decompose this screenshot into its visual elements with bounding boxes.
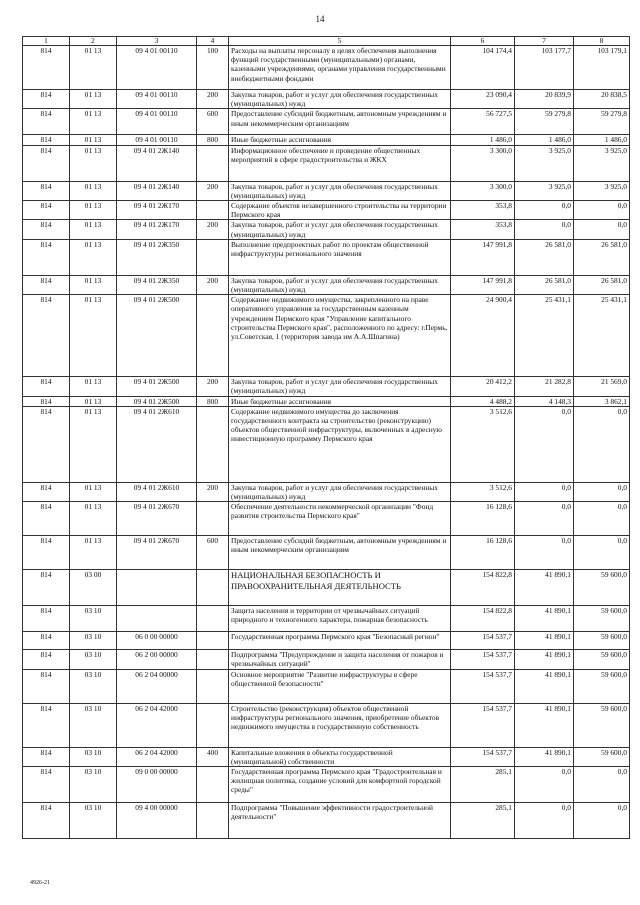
amount-year-3-cell: 59 600,0 (574, 669, 630, 703)
amount-year-3-cell: 0,0 (574, 803, 630, 839)
expense-type-cell (197, 632, 229, 650)
expense-type-cell: 800 (197, 135, 229, 145)
target-article-cell: 09 4 01 2Ж350 (117, 239, 197, 275)
table-row (23, 406, 630, 482)
ministry-code-cell: 814 (23, 377, 70, 396)
table-row (23, 46, 630, 90)
description-cell: Информационное обеспечение и проведение общественных мероприятий в сфере градостроительства и ЖКХ (229, 145, 451, 181)
expense-type-cell (197, 239, 229, 275)
section-code-cell: 03 10 (70, 803, 117, 839)
amount-year-2-cell: 26 581,0 (515, 239, 574, 275)
section-code-cell: 03 10 (70, 669, 117, 703)
expense-type-cell (197, 201, 229, 220)
ministry-code-cell: 814 (23, 396, 70, 406)
section-code-cell: 01 13 (70, 502, 117, 536)
target-article-cell: 09 4 01 00110 (117, 90, 197, 109)
description-cell: Расходы на выплаты персоналу в целях обеспечения выполнения функций государственными (муниципальными) органами, казенными учреждениями, органами управления государственными внебюджетными фондами (229, 46, 451, 90)
target-article-cell (117, 606, 197, 632)
expense-type-cell: 200 (197, 181, 229, 200)
description-cell: Содержание объектов незавершенного строительства на территории Пермского края (229, 201, 451, 220)
expense-type-cell: 600 (197, 109, 229, 135)
table-row (23, 396, 630, 406)
target-article-cell: 09 4 01 2Ж350 (117, 275, 197, 294)
expense-type-cell (197, 406, 229, 482)
description-cell: Иные бюджетные ассигнования (229, 396, 451, 406)
ministry-code-cell: 814 (23, 295, 70, 377)
description-cell: Закупка товаров, работ и услуг для обеспечения государственных (муниципальных) нужд (229, 181, 451, 200)
amount-year-2-cell: 41 890,1 (515, 650, 574, 669)
section-code-cell: 01 13 (70, 275, 117, 294)
target-article-cell: 06 2 00 00000 (117, 650, 197, 669)
amount-year-2-cell: 1 486,0 (515, 135, 574, 145)
amount-year-2-cell: 0,0 (515, 536, 574, 570)
amount-year-3-cell: 3 925,0 (574, 145, 630, 181)
amount-year-3-cell: 21 569,0 (574, 377, 630, 396)
description-cell: Выполнение предпроектных работ по проектам общественной инфраструктуры регионального значения (229, 239, 451, 275)
section-code-cell: 01 13 (70, 239, 117, 275)
amount-year-1-cell: 353,8 (451, 220, 515, 239)
section-code-cell: 01 13 (70, 109, 117, 135)
ministry-code-cell: 814 (23, 650, 70, 669)
amount-year-1-cell: 4 488,2 (451, 396, 515, 406)
amount-year-2-cell: 41 890,1 (515, 703, 574, 747)
amount-year-1-cell: 285,1 (451, 767, 515, 803)
amount-year-3-cell: 0,0 (574, 767, 630, 803)
ministry-code-cell: 814 (23, 220, 70, 239)
expense-type-cell (197, 767, 229, 803)
target-article-cell: 09 4 01 2Ж500 (117, 396, 197, 406)
amount-year-2-cell: 0,0 (515, 767, 574, 803)
description-cell: Подпрограмма "Предупреждение и защита населения от пожаров и чрезвычайных ситуаций" (229, 650, 451, 669)
ministry-code-cell: 814 (23, 275, 70, 294)
table-row (23, 536, 630, 570)
amount-year-2-cell: 3 925,0 (515, 181, 574, 200)
ministry-code-cell: 814 (23, 570, 70, 606)
amount-year-2-cell: 25 431,1 (515, 295, 574, 377)
table-row (23, 703, 630, 747)
amount-year-2-cell: 41 890,1 (515, 606, 574, 632)
ministry-code-cell: 814 (23, 406, 70, 482)
table-row (23, 201, 630, 220)
description-cell: НАЦИОНАЛЬНАЯ БЕЗОПАСНОСТЬ И ПРАВООХРАНИТЕЛЬНАЯ ДЕЯТЕЛЬНОСТЬ (229, 570, 451, 606)
description-cell: Содержание недвижимого имущества, закрепленного на праве оперативного управления за государственным казенным учреждением Пермского края "Управление капитального строительства Пермского края", расположенного по адресу: г.Пермь, ул.Советская, 1 (территория завода им А.А.Шпагина) (229, 295, 451, 377)
budget-table (22, 36, 630, 839)
target-article-cell: 09 4 01 2Ж610 (117, 406, 197, 482)
amount-year-3-cell: 0,0 (574, 406, 630, 482)
description-cell: Предоставление субсидий бюджетным, автономным учреждениям и иным некоммерческим организациям (229, 536, 451, 570)
amount-year-1-cell: 3 300,0 (451, 181, 515, 200)
expense-type-cell (197, 650, 229, 669)
description-cell: Защита населения и территории от чрезвычайных ситуаций природного и техногенного характера, пожарная безопасность (229, 606, 451, 632)
target-article-cell: 09 4 01 2Ж610 (117, 482, 197, 501)
table-row (23, 90, 630, 109)
target-article-cell: 09 4 01 2Ж170 (117, 220, 197, 239)
expense-type-cell: 100 (197, 46, 229, 90)
amount-year-2-cell: 0,0 (515, 406, 574, 482)
expense-type-cell (197, 669, 229, 703)
ministry-code-cell: 814 (23, 90, 70, 109)
section-code-cell: 03 10 (70, 767, 117, 803)
target-article-cell: 09 0 00 00000 (117, 767, 197, 803)
table-row (23, 502, 630, 536)
description-cell: Подпрограмма "Повышение эффективности градостроительной деятельности" (229, 803, 451, 839)
amount-year-3-cell: 3 862,1 (574, 396, 630, 406)
section-code-cell: 01 13 (70, 135, 117, 145)
target-article-cell: 06 2 04 42000 (117, 703, 197, 747)
description-cell: Строительство (реконструкция) объектов общественной инфраструктуры регионального значения, приобретение объектов недвижимого имущества в государственную собственность (229, 703, 451, 747)
target-article-cell: 09 4 01 2Ж140 (117, 181, 197, 200)
section-code-cell: 01 13 (70, 46, 117, 90)
amount-year-3-cell: 20 838,5 (574, 90, 630, 109)
table-row (23, 135, 630, 145)
amount-year-2-cell: 41 890,1 (515, 570, 574, 606)
expense-type-cell: 200 (197, 90, 229, 109)
target-article-cell: 09 4 01 2Ж500 (117, 295, 197, 377)
table-row (23, 650, 630, 669)
header-cell: 3 (117, 37, 197, 46)
expense-type-cell: 800 (197, 396, 229, 406)
amount-year-1-cell: 3 512,6 (451, 482, 515, 501)
table-row (23, 570, 630, 606)
ministry-code-cell: 814 (23, 109, 70, 135)
amount-year-1-cell: 104 174,4 (451, 46, 515, 90)
expense-type-cell (197, 145, 229, 181)
description-cell: Содержание недвижимого имущества до заключения государственного контракта на строительство (реконструкцию) объектов общественной инфраструктуры, включенных в адресную инвестиционную программу Пермского края (229, 406, 451, 482)
ministry-code-cell: 814 (23, 767, 70, 803)
section-code-cell: 01 13 (70, 181, 117, 200)
amount-year-2-cell: 4 148,3 (515, 396, 574, 406)
target-article-cell: 09 4 00 00000 (117, 803, 197, 839)
expense-type-cell (197, 502, 229, 536)
ministry-code-cell: 814 (23, 747, 70, 766)
amount-year-1-cell: 56 727,5 (451, 109, 515, 135)
table-row (23, 606, 630, 632)
ministry-code-cell: 814 (23, 502, 70, 536)
amount-year-1-cell: 1 486,0 (451, 135, 515, 145)
footer-code: 4926-21 (30, 880, 50, 886)
table-row (23, 181, 630, 200)
table-row (23, 220, 630, 239)
section-code-cell: 01 13 (70, 406, 117, 482)
section-code-cell: 01 13 (70, 220, 117, 239)
amount-year-1-cell: 154 537,7 (451, 650, 515, 669)
section-code-cell: 03 00 (70, 570, 117, 606)
section-code-cell: 03 10 (70, 650, 117, 669)
expense-type-cell: 200 (197, 220, 229, 239)
amount-year-1-cell: 154 822,8 (451, 570, 515, 606)
ministry-code-cell: 814 (23, 703, 70, 747)
amount-year-3-cell: 26 581,0 (574, 275, 630, 294)
section-code-cell: 03 10 (70, 747, 117, 766)
header-cell: 4 (197, 37, 229, 46)
ministry-code-cell: 814 (23, 239, 70, 275)
header-row (23, 37, 630, 46)
amount-year-2-cell: 41 890,1 (515, 632, 574, 650)
amount-year-2-cell: 26 581,0 (515, 275, 574, 294)
section-code-cell: 01 13 (70, 396, 117, 406)
ministry-code-cell: 814 (23, 632, 70, 650)
amount-year-2-cell: 20 839,9 (515, 90, 574, 109)
amount-year-1-cell: 154 537,7 (451, 632, 515, 650)
ministry-code-cell: 814 (23, 803, 70, 839)
amount-year-1-cell: 20 412,2 (451, 377, 515, 396)
target-article-cell: 09 4 01 2Ж140 (117, 145, 197, 181)
amount-year-1-cell: 154 537,7 (451, 747, 515, 766)
header-cell: 8 (574, 37, 630, 46)
section-code-cell: 03 10 (70, 632, 117, 650)
ministry-code-cell: 814 (23, 181, 70, 200)
amount-year-3-cell: 59 600,0 (574, 570, 630, 606)
expense-type-cell (197, 570, 229, 606)
section-code-cell: 03 10 (70, 703, 117, 747)
amount-year-3-cell: 0,0 (574, 201, 630, 220)
expense-type-cell (197, 295, 229, 377)
expense-type-cell (197, 803, 229, 839)
table-row (23, 747, 630, 766)
table-row (23, 295, 630, 377)
description-cell: Закупка товаров, работ и услуг для обеспечения государственных (муниципальных) нужд (229, 275, 451, 294)
target-article-cell: 09 4 01 00110 (117, 109, 197, 135)
target-article-cell: 06 2 04 42000 (117, 747, 197, 766)
amount-year-3-cell: 59 600,0 (574, 632, 630, 650)
ministry-code-cell: 814 (23, 669, 70, 703)
expense-type-cell: 200 (197, 482, 229, 501)
ministry-code-cell: 814 (23, 536, 70, 570)
section-code-cell: 01 13 (70, 90, 117, 109)
amount-year-1-cell: 16 128,6 (451, 502, 515, 536)
amount-year-1-cell: 154 537,7 (451, 703, 515, 747)
amount-year-3-cell: 26 581,0 (574, 239, 630, 275)
ministry-code-cell: 814 (23, 201, 70, 220)
amount-year-1-cell: 154 822,8 (451, 606, 515, 632)
target-article-cell: 09 4 01 2Ж500 (117, 377, 197, 396)
amount-year-1-cell: 353,8 (451, 201, 515, 220)
table-row (23, 145, 630, 181)
target-article-cell: 09 4 01 2Ж670 (117, 502, 197, 536)
amount-year-2-cell: 103 177,7 (515, 46, 574, 90)
amount-year-1-cell: 154 537,7 (451, 669, 515, 703)
amount-year-1-cell: 3 512,6 (451, 406, 515, 482)
amount-year-1-cell: 24 900,4 (451, 295, 515, 377)
header-cell: 5 (229, 37, 451, 46)
amount-year-1-cell: 3 300,0 (451, 145, 515, 181)
amount-year-3-cell: 25 431,1 (574, 295, 630, 377)
amount-year-3-cell: 59 600,0 (574, 703, 630, 747)
ministry-code-cell: 814 (23, 145, 70, 181)
ministry-code-cell: 814 (23, 135, 70, 145)
target-article-cell: 09 4 01 2Ж170 (117, 201, 197, 220)
description-cell: Закупка товаров, работ и услуг для обеспечения государственных (муниципальных) нужд (229, 377, 451, 396)
amount-year-3-cell: 0,0 (574, 536, 630, 570)
header-cell: 6 (451, 37, 515, 46)
header-cell: 2 (70, 37, 117, 46)
description-cell: Закупка товаров, работ и услуг для обеспечения государственных (муниципальных) нужд (229, 220, 451, 239)
section-code-cell: 01 13 (70, 201, 117, 220)
target-article-cell: 06 2 04 00000 (117, 669, 197, 703)
amount-year-2-cell: 0,0 (515, 803, 574, 839)
expense-type-cell: 600 (197, 536, 229, 570)
section-code-cell: 03 10 (70, 606, 117, 632)
description-cell: Закупка товаров, работ и услуг для обеспечения государственных (муниципальных) нужд (229, 482, 451, 501)
section-code-cell: 01 13 (70, 145, 117, 181)
amount-year-2-cell: 0,0 (515, 220, 574, 239)
amount-year-3-cell: 59 600,0 (574, 650, 630, 669)
amount-year-3-cell: 1 486,0 (574, 135, 630, 145)
table-row (23, 803, 630, 839)
table-row (23, 482, 630, 501)
description-cell: Иные бюджетные ассигнования (229, 135, 451, 145)
amount-year-3-cell: 0,0 (574, 502, 630, 536)
amount-year-2-cell: 0,0 (515, 482, 574, 501)
description-cell: Капитальные вложения в объекты государственной (муниципальной) собственности (229, 747, 451, 766)
amount-year-2-cell: 0,0 (515, 201, 574, 220)
table-row (23, 767, 630, 803)
amount-year-2-cell: 3 925,0 (515, 145, 574, 181)
description-cell: Предоставление субсидий бюджетным, автономным учреждениям и иным некоммерческим организациям (229, 109, 451, 135)
header-cell: 7 (515, 37, 574, 46)
expense-type-cell: 200 (197, 275, 229, 294)
target-article-cell: 09 4 01 00110 (117, 46, 197, 90)
amount-year-1-cell: 285,1 (451, 803, 515, 839)
expense-type-cell: 200 (197, 377, 229, 396)
description-cell: Государственная программа Пермского края "Безопасный регион" (229, 632, 451, 650)
description-cell: Основное мероприятие "Развитие инфраструктуры в сфере общественной безопасности" (229, 669, 451, 703)
amount-year-1-cell: 16 128,6 (451, 536, 515, 570)
amount-year-3-cell: 103 179,1 (574, 46, 630, 90)
table-row (23, 239, 630, 275)
description-cell: Обеспечение деятельности некоммерческой организации "Фонд развития строительства Пермского края" (229, 502, 451, 536)
ministry-code-cell: 814 (23, 482, 70, 501)
target-article-cell: 09 4 01 00110 (117, 135, 197, 145)
ministry-code-cell: 814 (23, 46, 70, 90)
table-row (23, 377, 630, 396)
amount-year-1-cell: 147 991,8 (451, 239, 515, 275)
table-row (23, 275, 630, 294)
amount-year-2-cell: 41 890,1 (515, 747, 574, 766)
table-row (23, 669, 630, 703)
expense-type-cell: 400 (197, 747, 229, 766)
target-article-cell (117, 570, 197, 606)
ministry-code-cell: 814 (23, 606, 70, 632)
amount-year-2-cell: 59 279,8 (515, 109, 574, 135)
header-cell: 1 (23, 37, 70, 46)
expense-type-cell (197, 606, 229, 632)
amount-year-2-cell: 21 282,8 (515, 377, 574, 396)
page-number: 14 (315, 14, 325, 24)
amount-year-3-cell: 59 600,0 (574, 747, 630, 766)
description-cell: Государственная программа Пермского края "Градостроительная и жилищная политика, создание условий для комфортной городской среды" (229, 767, 451, 803)
target-article-cell: 09 4 01 2Ж670 (117, 536, 197, 570)
table-row (23, 109, 630, 135)
section-code-cell: 01 13 (70, 482, 117, 501)
amount-year-1-cell: 23 090,4 (451, 90, 515, 109)
section-code-cell: 01 13 (70, 295, 117, 377)
amount-year-3-cell: 3 925,0 (574, 181, 630, 200)
table-row (23, 632, 630, 650)
description-cell: Закупка товаров, работ и услуг для обеспечения государственных (муниципальных) нужд (229, 90, 451, 109)
amount-year-2-cell: 41 890,1 (515, 669, 574, 703)
amount-year-3-cell: 59 279,8 (574, 109, 630, 135)
section-code-cell: 01 13 (70, 536, 117, 570)
section-code-cell: 01 13 (70, 377, 117, 396)
table-body (23, 46, 630, 839)
expense-type-cell (197, 703, 229, 747)
amount-year-2-cell: 0,0 (515, 502, 574, 536)
target-article-cell: 06 0 00 00000 (117, 632, 197, 650)
amount-year-1-cell: 147 991,8 (451, 275, 515, 294)
amount-year-3-cell: 0,0 (574, 220, 630, 239)
amount-year-3-cell: 59 600,0 (574, 606, 630, 632)
amount-year-3-cell: 0,0 (574, 482, 630, 501)
